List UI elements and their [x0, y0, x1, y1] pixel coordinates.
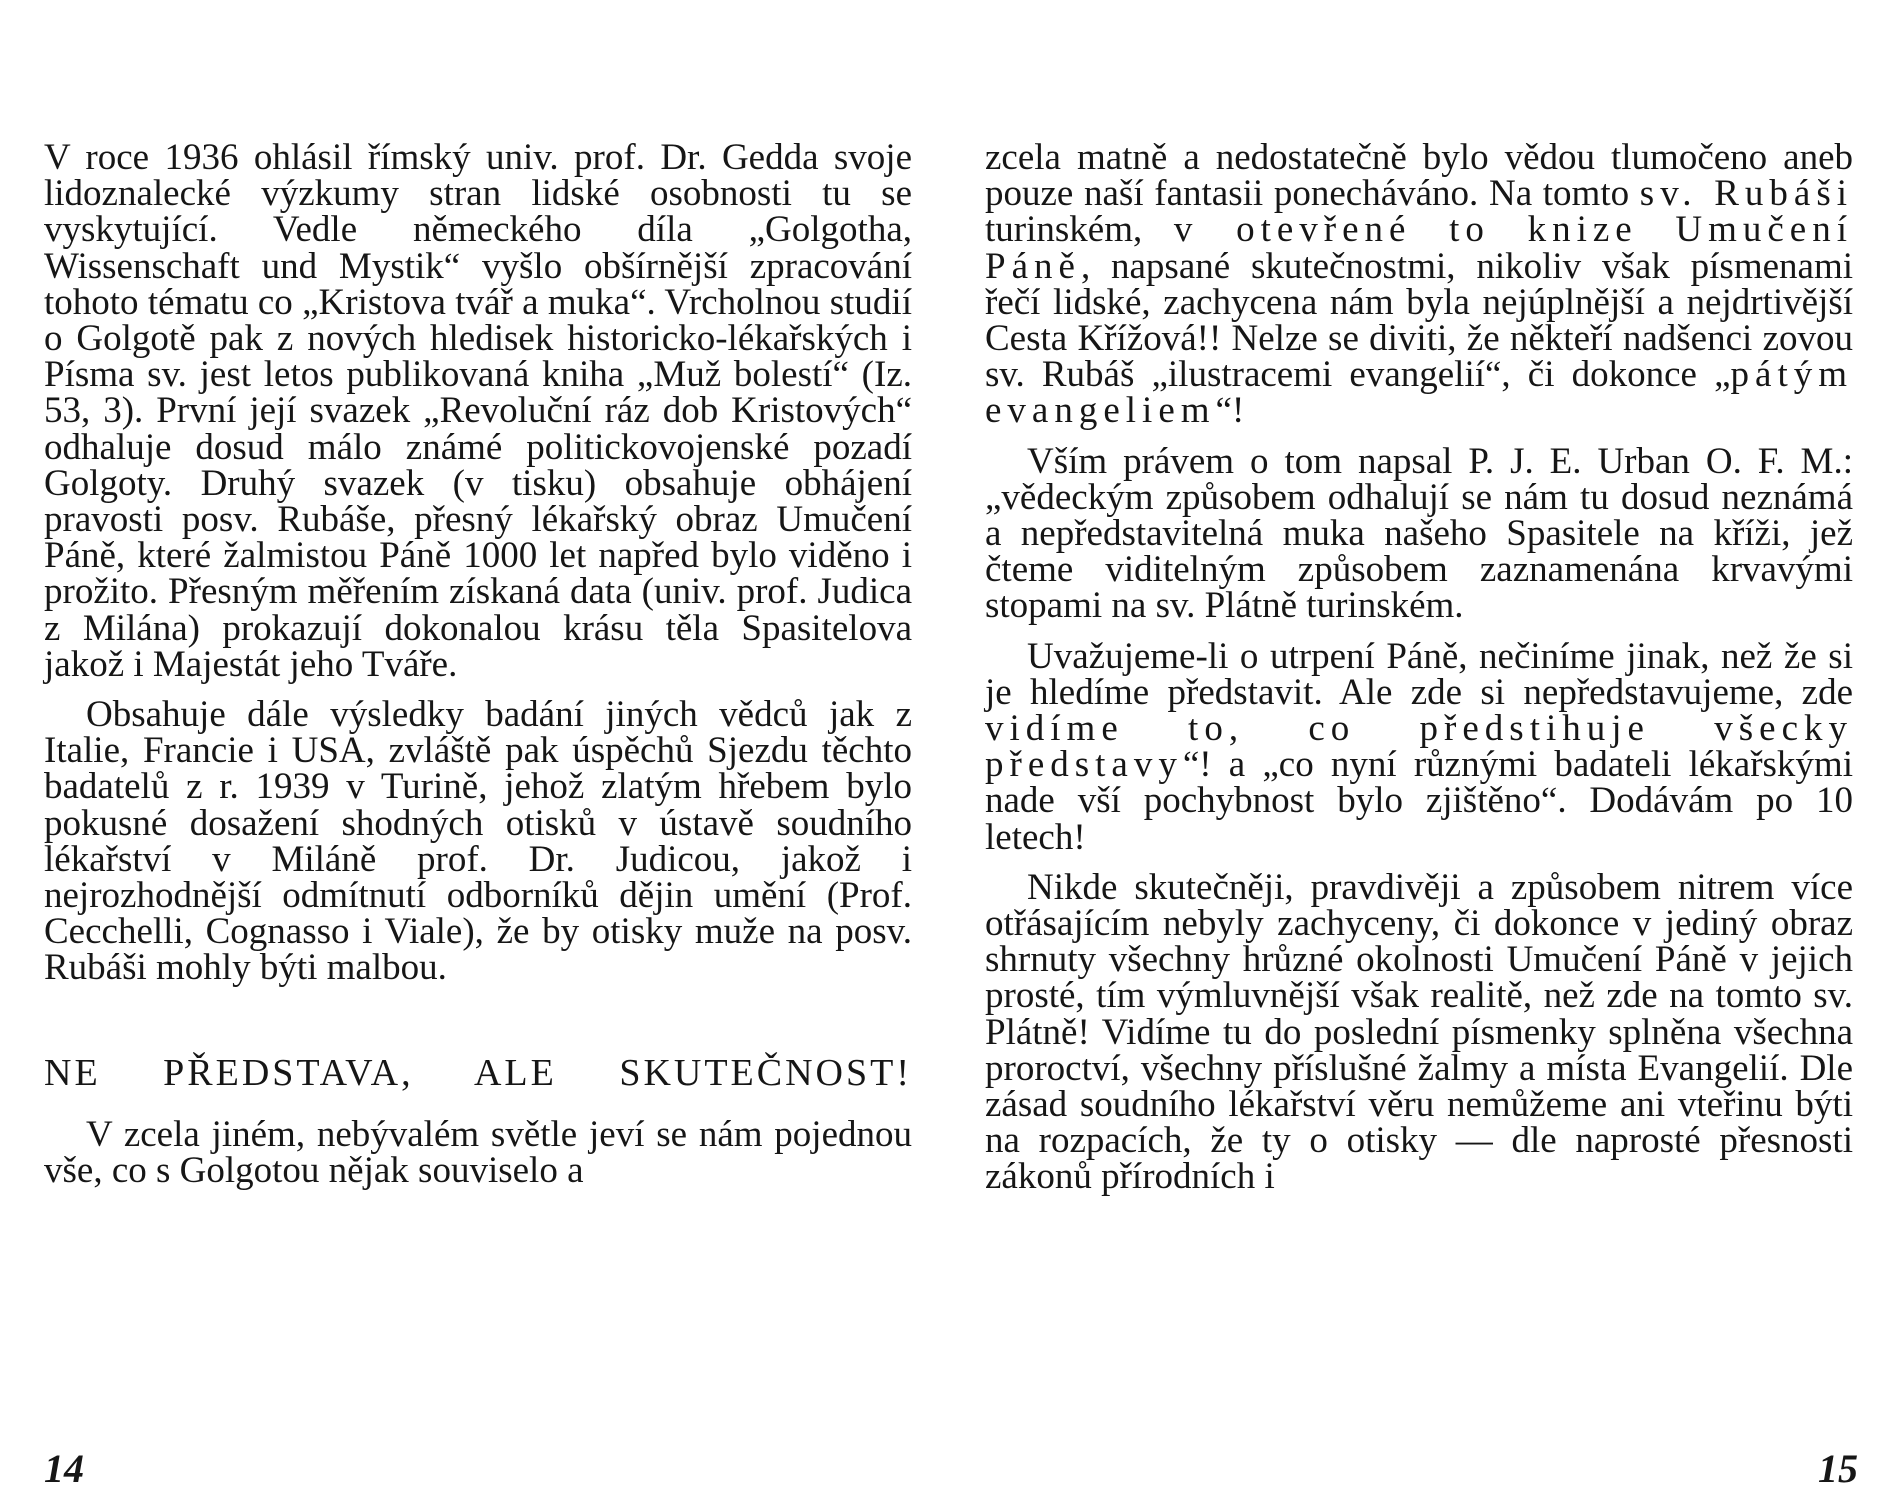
- right-p1-mid-a: turinském,: [985, 209, 1174, 251]
- left-paragraph-1: V roce 1936 ohlásil římský univ. prof. Dr. Gedda svoje lidoznalecké výzkumy stran lidské osobnosti tu se vyskytující. Vedle německého díla „Golgotha, Wissenschaft und Mystik“ vyšlo obšírnější zpracování tohoto tématu co „Kristova tvář a muka“. Vrcholnou studií o Golgotě pak z nových hledisek historicko-lékařských i Písma sv. jest letos publikovaná kniha „Muž bolestí“ (Iz. 53, 3). První její svazek „Revoluční ráz dob Kristových“ odhaluje dosud málo známé politickovojenské pozadí Golgoty. Druhý svazek (v tisku) obsahuje obhájení pravosti posv. Rubáše, přesný lékařský obraz Umučení Páně, které žalmistou Páně 1000 let napřed bylo viděno i prožito. Přesným měřením získaná data (univ. prof. Judica z Milána) prokazují dokonalou krásu těla Spasitelova jakož i Majestát jeho Tváře.: [44, 137, 912, 685]
- right-text-column: [985, 137, 1853, 1210]
- section-heading: NE PŘEDSTAVA, ALE SKUTEČNOST!: [44, 1051, 912, 1094]
- right-paragraph-2: Vším právem o tom napsal P. J. E. Urban O. F. M.: „vědeckým způsobem odhalují se nám tu dosud neznámá a nepředstavitelná muka našeho Spasitele na kříži, jež čteme viditelným způsobem zaznamenána krvavými stopami na sv. Plátně turinském.: [985, 440, 1853, 627]
- right-paragraph-1: [985, 137, 1853, 432]
- right-p1-end: “!: [1215, 390, 1245, 432]
- right-p3-spaced-a: vidíme to, co předstihuje všecky představy: [985, 708, 1853, 786]
- page-number-right: 15: [1818, 1446, 1858, 1491]
- right-p1-spaced-c: pátým evangeliem: [985, 354, 1853, 432]
- left-paragraph-2: Obsahuje dále výsledky badání jiných vědců jak z Italie, Francie i USA, zvláště pak úspěchů Sjezdu těchto badatelů z r. 1939 v Turině, jehož zlatým hřebem bylo pokusné dosažení shodných otisků v ústavě soudního lékařství v Miláně prof. Dr. Judicou, jakož i nejrozhodnější odmítnutí odborníků dějin umění (Prof. Cecchelli, Cognasso i Viale), že by otisky muže na posv. Rubáši mohly býti malbou.: [44, 694, 912, 989]
- right-p1-spaced-b: v otevřené to knize Umučení Páně: [985, 209, 1853, 287]
- left-paragraph-3: V zcela jiném, nebývalém světle jeví se nám pojednou vše, co s Golgotou nějak souviselo a: [44, 1113, 912, 1192]
- page-number-left: 14: [44, 1446, 84, 1491]
- right-page: [941, 0, 1882, 1500]
- right-paragraph-3: [985, 635, 1853, 858]
- right-p1-start: zcela matně a nedostatečně bylo vědou tlumočeno aneb pouze naší fantasii ponecháváno. Na tomto: [985, 137, 1853, 215]
- right-paragraph-4: Nikde skutečněji, pravdivěji a způsobem nitrem více otřásajícím nebyly zachyceny, či dokonce v jediný obraz shrnuty všechny hrůzné okolnosti Umučení Páně v jejich prosté, tím výmluvnější však realitě, než zde na tomto sv. Plátně! Vidíme tu do poslední písmenky splněna všechna proroctví, všechny příslušné žalmy a místa Evangelií. Dle zásad soudního lékařství věru nemůžeme ani vteřinu býti na rozpacích, že ty o otisky — dle naprosté přesnosti zákonů přírodních i: [985, 866, 1853, 1198]
- right-p1-mid-b: , napsané skutečnostmi, nikoliv však písmenami řečí lidské, zachycena nám byla nejúplnější a nejdrtivější Cesta Křížová!! Nelze se diviti, že někteří nadšenci zovou sv. Rubáš „ilustracemi evangelií“, či dokonce „: [985, 245, 1853, 396]
- right-p1-spaced-a: sv. Rubáši: [1639, 173, 1853, 215]
- right-p3-end: “! a „co nyní různými badateli lékařskými nade vší pochybnost bylo zjištěno“. Dodávám po 10 letech!: [985, 744, 1853, 858]
- left-text-column: [44, 137, 912, 1203]
- right-p3-start: Uvažujeme-li o utrpení Páně, nečiníme jinak, než že si je hledíme představit. Ale zde si nepředstavujeme, zde: [985, 635, 1853, 713]
